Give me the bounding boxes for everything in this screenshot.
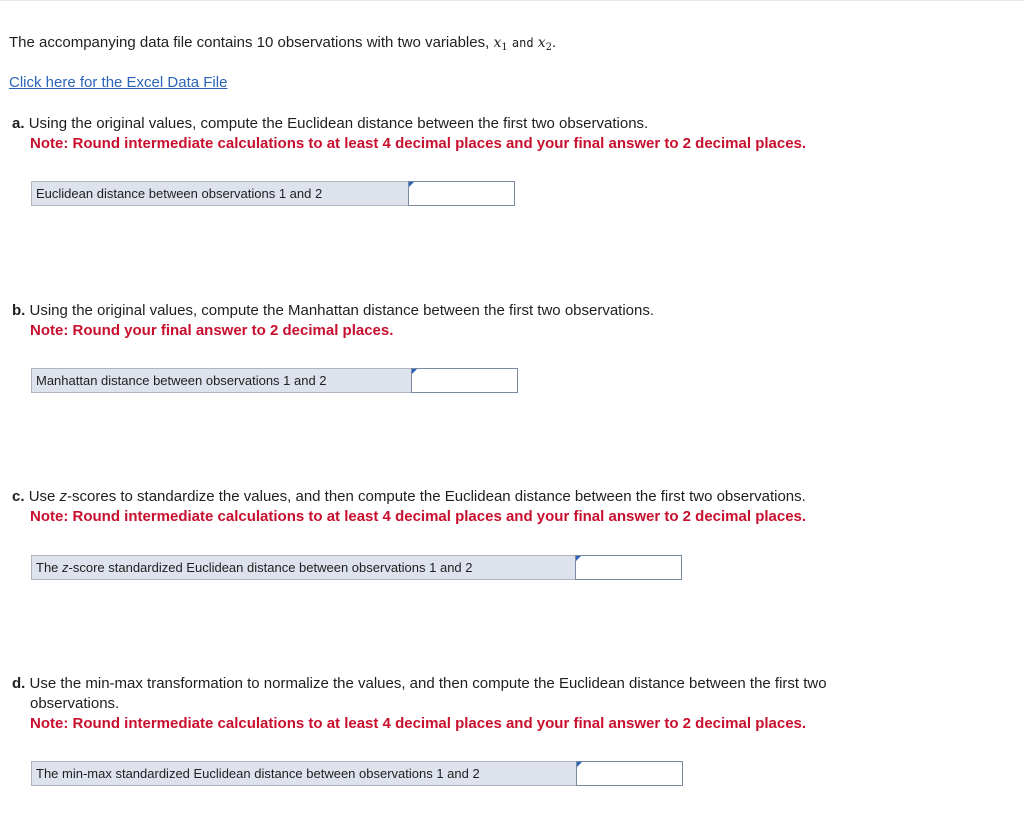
part-a-question: a. Using the original values, compute the Euclidean distance between the first two observations. Note: Round intermediate calculations to at least 4 decimal places and your final answer to 2 decimal places. bbox=[12, 114, 1012, 154]
part-c-label: The z-score standardized Euclidean distance between observations 1 and 2 bbox=[31, 555, 576, 580]
part-b-question: b. Using the original values, compute the Manhattan distance between the first two observations. Note: Round your final answer to 2 decimal places. bbox=[12, 301, 1012, 341]
intro-sentence: The accompanying data file contains 10 observations with two variables, bbox=[9, 34, 490, 51]
intro-and: and bbox=[511, 36, 534, 50]
variable-x1: $x_1$ bbox=[493, 35, 508, 53]
part-b-answer-row bbox=[31, 368, 518, 393]
input-marker-icon bbox=[577, 762, 582, 767]
part-b-label: Manhattan distance between observations 1 and 2 bbox=[31, 368, 412, 393]
part-a-note: Note: Round intermediate calculations to at least 4 decimal places and your final answer to 2 decimal places. bbox=[30, 135, 807, 152]
excel-data-link[interactable]: Click here for the Excel Data File bbox=[9, 74, 228, 91]
top-divider bbox=[0, 0, 1024, 1]
intro-text: The accompanying data file contains 10 observations with two variables, $x_1$ and $x_2$. bbox=[9, 34, 557, 53]
part-a-answer-input[interactable] bbox=[408, 181, 515, 206]
part-c-answer-input[interactable] bbox=[575, 555, 682, 580]
part-d-question: d. Use the min-max transformation to normalize the values, and then compute the Euclidean distance between the first two observations. Note: Round intermediate calculations to at least 4 decimal places and your final answer to 2 decimal places. bbox=[12, 674, 1012, 734]
part-b-answer-input[interactable] bbox=[411, 368, 518, 393]
part-d-answer-input[interactable] bbox=[576, 761, 683, 786]
input-marker-icon bbox=[576, 556, 581, 561]
part-d-label: The min-max standardized Euclidean distance between observations 1 and 2 bbox=[31, 761, 577, 786]
part-c-note: Note: Round intermediate calculations to at least 4 decimal places and your final answer to 2 decimal places. bbox=[30, 508, 807, 525]
input-marker-icon bbox=[412, 369, 417, 374]
part-c-answer-row bbox=[31, 555, 682, 580]
variable-x2: $x_2$ bbox=[537, 35, 553, 53]
part-d-answer-row bbox=[31, 761, 683, 786]
part-c-question: c. Use z-scores to standardize the values, and then compute the Euclidean distance between the first two observations. Note: Round intermediate calculations to at least 4 decimal places and your final answer to 2 decimal places. bbox=[12, 487, 1012, 527]
part-b-note: Note: Round your final answer to 2 decimal places. bbox=[30, 322, 394, 339]
part-d-note: Note: Round intermediate calculations to at least 4 decimal places and your final answer to 2 decimal places. bbox=[30, 715, 807, 732]
part-a-answer-row bbox=[31, 181, 515, 206]
input-marker-icon bbox=[409, 182, 414, 187]
part-a-label: Euclidean distance between observations 1 and 2 bbox=[31, 181, 409, 206]
